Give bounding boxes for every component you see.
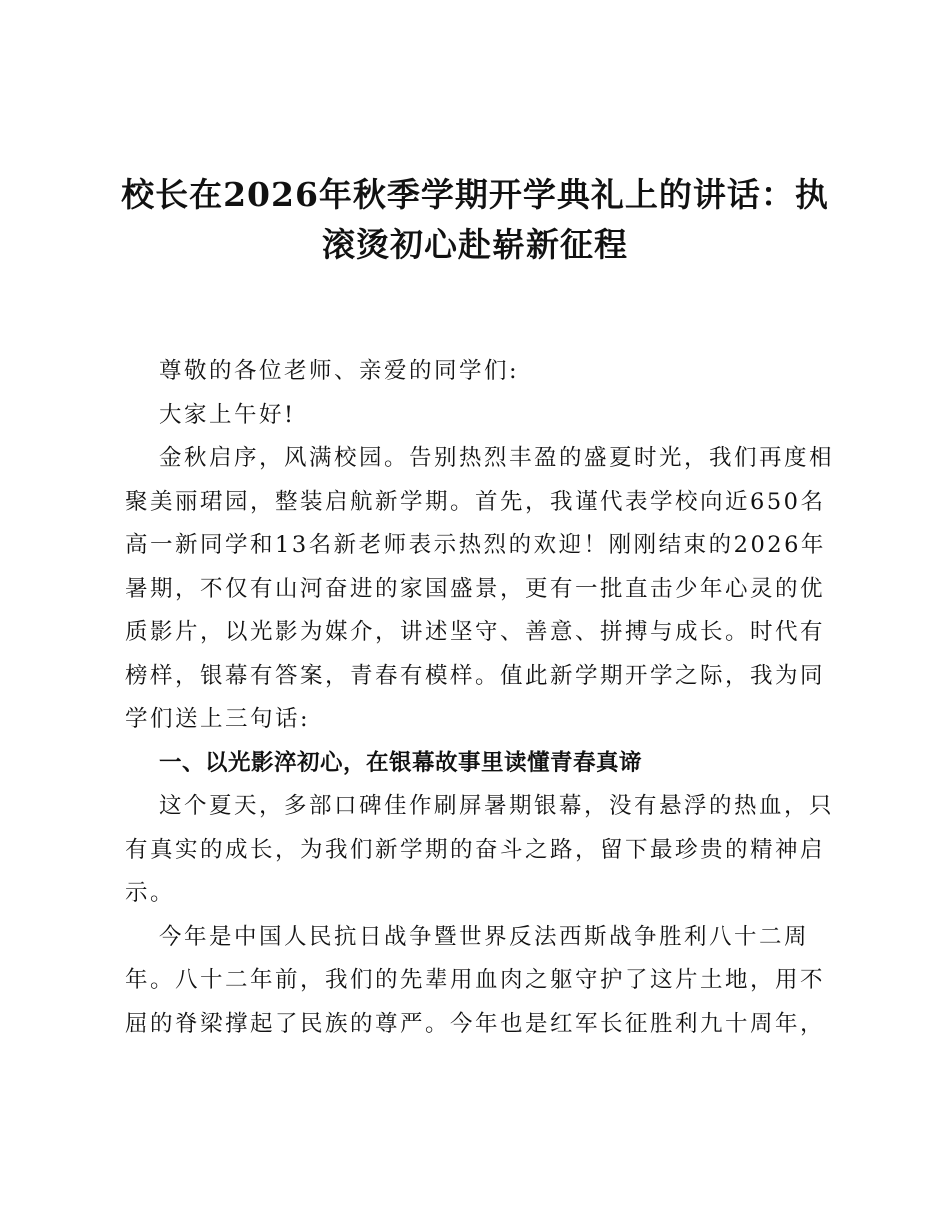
paragraph-line: 屈的脊梁撑起了民族的尊严。今年也是红军长征胜利九十周年， [125, 1010, 826, 1037]
paragraph-line: 榜样，银幕有答案，青春有模样。值此新学期开学之际，我为同 [125, 662, 826, 689]
paragraph-line: 高一新同学和13名新老师表示热烈的欢迎！刚刚结束的2026年 [125, 532, 826, 558]
paragraph [125, 916, 830, 1047]
paragraph [125, 785, 835, 916]
document-title [110, 170, 840, 270]
paragraph-line: 有真实的成长，为我们新学期的奋斗之路，留下最珍贵的精神启 [125, 836, 826, 863]
paragraph-line: 这个夏天，多部口碑佳作刷屏暑期银幕，没有悬浮的热血，只 [159, 793, 835, 819]
paragraph-line: 今年是中国人民抗日战争暨世界反法西斯战争胜利八十二周 [159, 923, 810, 950]
title-line: 滚烫初心赴崭新征程 [322, 225, 628, 264]
paragraph-line: 学们送上三句话: [125, 706, 311, 732]
paragraph [125, 437, 835, 742]
paragraph-line: 年。八十二年前，我们的先辈用血肉之躯守护了这片土地，用不 [125, 967, 826, 993]
section-heading: 一、以光影淬初心，在银幕故事里读懂青春真谛 [159, 749, 643, 776]
paragraph-line: 暑期，不仅有山河奋进的家国盛景，更有一批直击少年心灵的优 [125, 575, 826, 602]
salutation: 大家上午好! [159, 401, 296, 428]
paragraph-line: 示。 [125, 880, 176, 906]
paragraph-line: 金秋启序，风满校园。告别热烈丰盈的盛夏时光，我们再度相 [159, 445, 835, 471]
paragraph-line: 质影片，以光影为媒介，讲述坚守、善意、拼搏与成长。时代有 [125, 619, 826, 645]
title-line: 校长在2026年秋季学期开学典礼上的讲话：执 [121, 175, 829, 214]
paragraph-line: 聚美丽珺园，整装启航新学期。首先，我谨代表学校向近650名 [125, 488, 826, 515]
document-body [125, 350, 835, 1046]
greeting: 尊敬的各位老师、亲爱的同学们: [159, 358, 520, 384]
